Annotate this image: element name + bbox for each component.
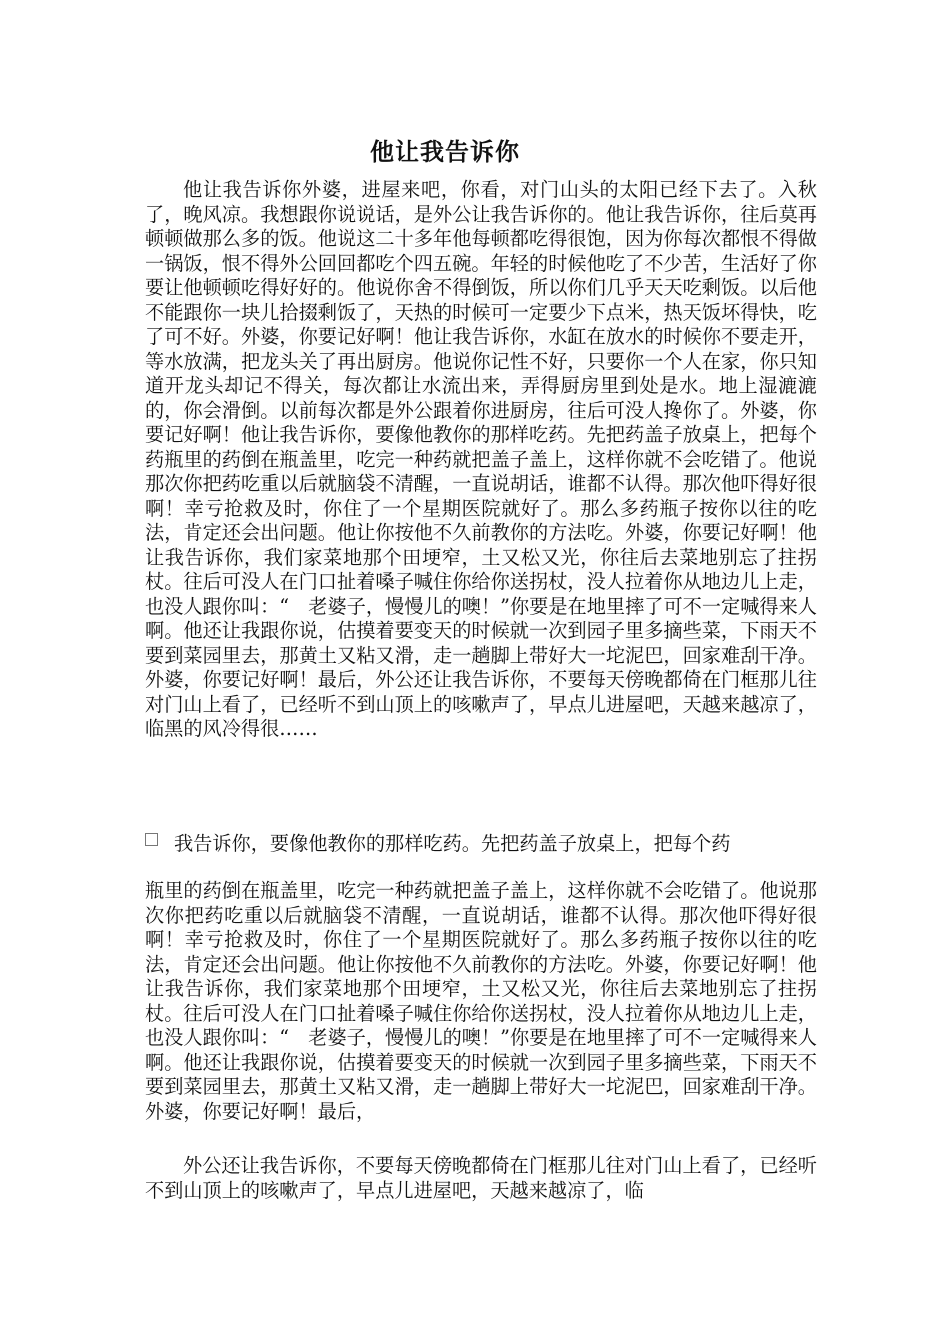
bullet-paragraph-line	[145, 832, 817, 857]
paragraph-1: 他让我告诉你外婆，进屋来吧，你看，对门山头的太阳已经下去了。入秋了，晚风凉。我想跟你说说话，是外公让我告诉你的。他让我告诉你，往后莫再顿顿做那么多的饭。他说这二十多年他每顿都吃得很饱，因为你每次都恨不得做一锅饭，恨不得外公回回都吃个四五碗。年轻的时候他吃了不少苦，生活好了你要让他顿顿吃得好好的。他说你舍不得倒饭，所以你们几乎天天吃剩饭。以后他不能跟你一块儿拾掇剩饭了，天热的时候可一定要少下点米，热天饭坏得快，吃了可不好。外婆，你要记好啊！他让我告诉你，水缸在放水的时候你不要走开，等水放满，把龙头关了再出厨房。他说你记性不好，只要你一个人在家，你只知道开龙头却记不得关，每次都让水流出来，弄得厨房里到处是水。地上湿漉漉的，你会滑倒。以前每次都是外公跟着你进厨房，往后可没人搀你了。外婆，你要记好啊！他让我告诉你，要像他教你的那样吃药。先把药盖子放桌上，把每个药瓶里的药倒在瓶盖里，吃完一种药就把盖子盖上，这样你就不会吃错了。他说那次你把药吃重以后就脑袋不清醒，一直说胡话，谁都不认得。那次他吓得好很啊！幸亏抢救及时，你住了一个星期医院就好了。那么多药瓶子按你以往的吃法，肯定还会出问题。他让你按他不久前教你的方法吃。外婆，你要记好啊！他让我告诉你，我们家菜地那个田埂窄，土又松又光，你往后去菜地别忘了拄拐杖。往后可没人在门口扯着嗓子喊住你给你送拐杖，没人拉着你从地边儿上走，也没人跟你叫：“ 老婆子，慢慢儿的噢！”你要是在地里摔了可不一定喊得来人啊。他还让我跟你说，估摸着要变天的时候就一次到园子里多摘些菜，下雨天不要到菜园里去，那黄土又粘又滑，走一趟脚上带好大一坨泥巴，回家难刮干净。外婆，你要记好啊！最后，外公还让我告诉你，不要每天傍晚都倚在门框那儿往对门山上看了，已经听不到山顶上的咳嗽声了，早点儿进屋吧，天越来越凉了，临黑的风冷得很……	[145, 178, 817, 740]
checkbox-icon	[145, 833, 158, 846]
document-title: 他让我告诉你	[370, 137, 520, 166]
paragraph-3: 外公还让我告诉你，不要每天傍晚都倚在门框那儿往对门山上看了，已经听不到山顶上的咳嗽声了，早点儿进屋吧，天越来越凉了，临	[145, 1154, 817, 1202]
paragraph-2: 瓶里的药倒在瓶盖里，吃完一种药就把盖子盖上，这样你就不会吃错了。他说那次你把药吃重以后就脑袋不清醒，一直说胡话，谁都不认得。那次他吓得好很啊！幸亏抢救及时，你住了一个星期医院就好了。那么多药瓶子按你以往的吃法，肯定还会出问题。他让你按他不久前教你的方法吃。外婆，你要记好啊！他让我告诉你，我们家菜地那个田埂窄，土又松又光，你往后去菜地别忘了拄拐杖。往后可没人在门口扯着嗓子喊住你给你送拐杖，没人拉着你从地边儿上走，也没人跟你叫：“ 老婆子，慢慢儿的噢！”你要是在地里摔了可不一定喊得来人啊。他还让我跟你说，估摸着要变天的时候就一次到园子里多摘些菜，下雨天不要到菜园里去，那黄土又粘又滑，走一趟脚上带好大一坨泥巴，回家难刮干净。外婆，你要记好啊！最后，	[145, 879, 817, 1123]
bullet-line-text: 我告诉你，要像他教你的那样吃药。先把药盖子放桌上，把每个药	[174, 832, 731, 855]
